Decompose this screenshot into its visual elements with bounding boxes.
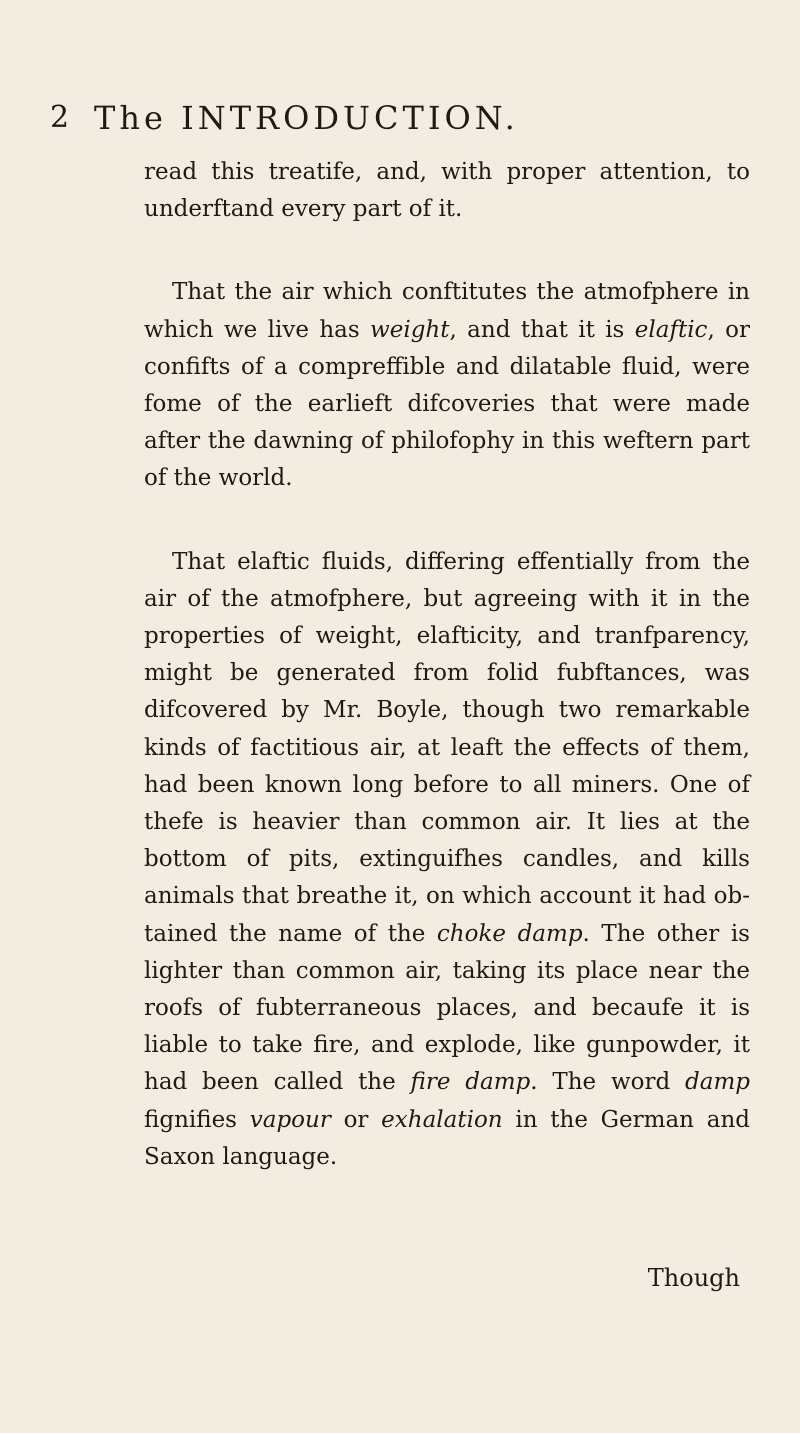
page-number: 2	[50, 100, 70, 135]
paragraph-2	[144, 274, 750, 497]
running-head: The INTRODUCTION.	[94, 99, 519, 137]
italic-text: weight	[370, 316, 450, 343]
text-run: fignifies	[144, 1106, 250, 1133]
paragraph-3	[144, 544, 750, 1176]
italic-text: fire damp	[410, 1069, 531, 1096]
italic-text: damp	[685, 1069, 750, 1096]
text-run: or	[330, 1106, 382, 1133]
italic-text: exhalation	[381, 1106, 503, 1133]
paragraph-gap	[144, 228, 750, 274]
paragraph-gap	[144, 498, 750, 544]
italic-text: choke damp	[436, 920, 583, 947]
text-run: , and that it is	[449, 316, 635, 343]
italic-text: vapour	[249, 1106, 331, 1133]
text-run: That the air which conftitutes the atmofphere in which we live has	[144, 279, 750, 343]
text-run: in the German and Saxon language.	[144, 1106, 750, 1170]
text-run: That elaftic fluids, differing effentially from the air of the atmofphere, but agreeing with it in the properties of weight, elafticity, and tranfparency, might be generated from folid fubftances, was difcovered by Mr. Boyle, though two remarkable kinds of factitious air, at leaft the effects of them, had been known long before to all miners. One of thefe is heavier than common air. It lies at the bottom of pits, extinguifhes candles, and kills animals that breathe it, on which account it had obtained the name of the	[144, 548, 750, 947]
text-run: read this treatife, and, with proper attention, to underftand every part of it.	[144, 159, 750, 223]
text-run: , or confifts of a compreffible and dilatable fluid, were fome of the earlieft difcoveries that were made after the dawning of philofophy in this weftern part of the world.	[144, 316, 750, 492]
page-header	[50, 100, 750, 140]
catchword: Though	[647, 1264, 740, 1292]
text-run: . The word	[530, 1069, 686, 1096]
text-run: . The other is lighter than common air, taking its place near the roofs of fubterraneous places, and becaufe it is liable to take fire, and explode, like gunpowder, it had been called the	[144, 920, 750, 1096]
paragraph-1	[144, 154, 750, 228]
italic-text: elaftic	[634, 316, 708, 343]
body-text	[144, 154, 750, 1176]
